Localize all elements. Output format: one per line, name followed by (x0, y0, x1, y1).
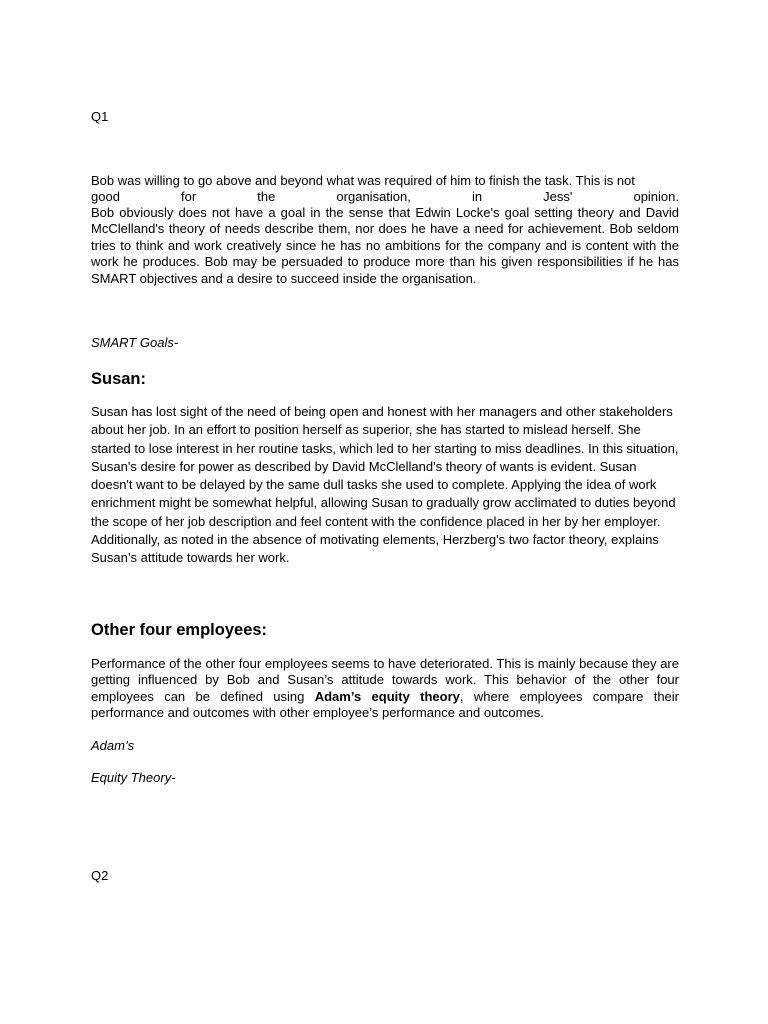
equity-theory-label: Equity Theory- (91, 770, 176, 785)
other-paragraph-text-before: Performance of the other four employees seems to have deteriorated. This is mainly because they are getting influenced by Bob and Susan’s attitude towards work. This behavior of the other four employees can be defined using (91, 656, 679, 704)
other-paragraph-text-after: , where employees compare their performance and outcomes with other employee’s performance and outcomes. (91, 688, 680, 721)
bob-paragraph-line-1: Bob was willing to go above and beyond what was required of him to finish the task. This is not (91, 173, 635, 188)
question-2-label: Q2 (91, 868, 109, 883)
other-employees-heading: Other four employees: (91, 621, 268, 639)
other-employees-paragraph (91, 656, 679, 722)
adams-equity-theory-bold: Adam’s equity theory (314, 688, 460, 704)
question-1-label: Q1 (91, 109, 109, 124)
smart-goals-label: SMART Goals- (91, 335, 179, 350)
adams-label: Adam’s (91, 738, 135, 753)
susan-paragraph: Susan has lost sight of the need of being open and honest with her managers and other stakeholders about her job. In an effort to position herself as superior, she has started to mislead herself. She started to lose interest in her routine tasks, which led to her starting to miss deadlines. In this situation, Susan's desire for power as described by David McClelland's theory of wants is evident. Susan doesn't want to be delayed by the same dull tasks she used to complete. Applying the idea of work enrichment might be somewhat helpful, allowing Susan to gradually grow acclimated to duties beyond the scope of her job description and feel content with the confidence placed in her by her employer. Additionally, as noted in the absence of motivating elements, Herzberg's two factor theory, explains Susan’s attitude towards her work. (91, 404, 679, 566)
bob-paragraph-line-2: good for the organisation, in Jess' opinion. (91, 189, 679, 204)
bob-paragraph-body: Bob obviously does not have a goal in the sense that Edwin Locke's goal setting theory and David McClelland's theory of needs describe them, nor does he have a need for achievement. Bob seldom tries to think and work creatively since he has no ambitions for the company and is content with the work he produces. Bob may be persuaded to produce more than his given responsibilities if he has SMART objectives and a desire to succeed inside the organisation. (91, 205, 679, 286)
susan-heading: Susan: (91, 370, 147, 388)
